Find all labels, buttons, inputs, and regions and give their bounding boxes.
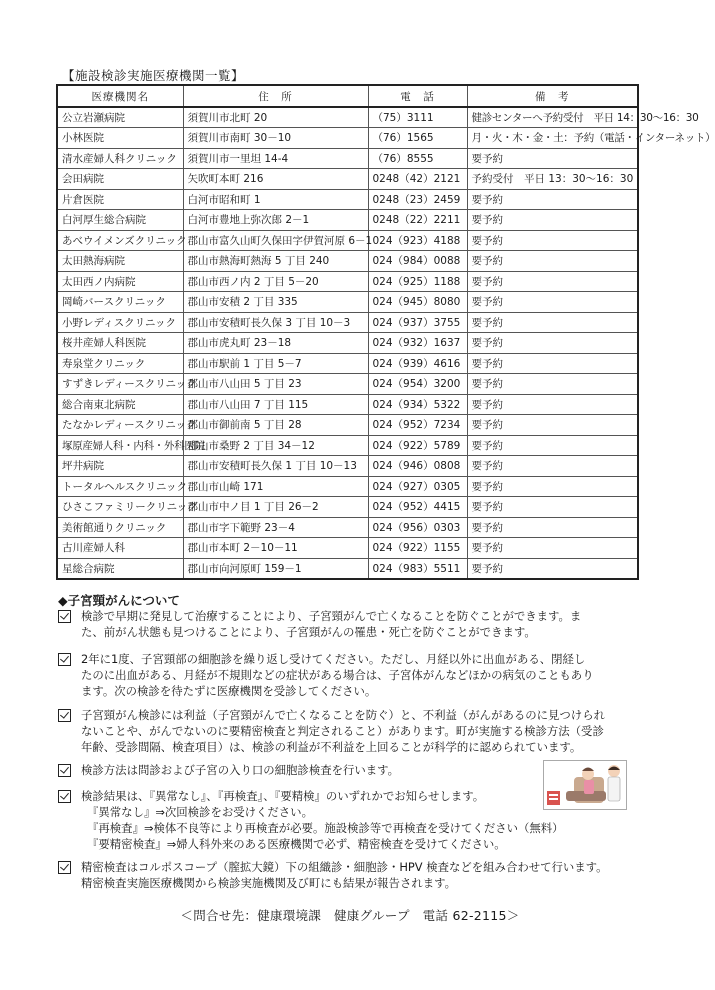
facility-name: 星総合病院 xyxy=(57,558,183,579)
facility-address: 郡山市安積 2 丁目 335 xyxy=(183,292,368,313)
item-line: 検診方法は問診および子宮の入り口の細胞診検査を行います。 xyxy=(81,763,400,777)
facility-name: ひさこファミリークリニック xyxy=(57,497,183,518)
facility-phone: 024（922）5789 xyxy=(368,435,467,456)
item-line: 子宮頸がん検診には利益（子宮頸がんで亡くなることを防ぐ）と、不利益（がんがあるのに見つけられ xyxy=(81,708,605,722)
facility-note: 月・火・木・金・土：予約（電話・インターネット） xyxy=(467,128,638,149)
facility-note: 要予約 xyxy=(467,292,638,313)
table-row xyxy=(57,497,638,518)
table-row xyxy=(57,374,638,395)
item-line: 2年に1度、子宮頸部の細胞診を繰り返し受けてください。ただし、月経以外に出血がある、閉経し xyxy=(81,652,586,666)
item-line: 検診で早期に発見して治療することにより、子宮頸がんで亡くなることを防ぐことができます。ま xyxy=(81,609,582,623)
facility-name: 小野レディスクリニック xyxy=(57,312,183,333)
facility-address: 須賀川市南町 30－10 xyxy=(183,128,368,149)
facility-note: 要予約 xyxy=(467,517,638,538)
checkbox-icon xyxy=(58,610,71,623)
table-row xyxy=(57,456,638,477)
info-item-3 xyxy=(58,707,648,755)
table-row xyxy=(57,107,638,128)
facility-phone: 0248（22）2211 xyxy=(368,210,467,231)
examination-icon xyxy=(544,761,628,811)
contact-info: ＜問合せ先：健康環境課 健康グループ 電話 62-2115＞ xyxy=(180,908,520,923)
table-header-row xyxy=(57,85,638,107)
info-item-6 xyxy=(58,859,648,891)
facility-phone: 024（954）3200 xyxy=(368,374,467,395)
item-line: 精密検査実施医療機関から検診実施機関及び町にも結果が報告されます。 xyxy=(81,876,456,890)
facility-note: 要予約 xyxy=(467,148,638,169)
info-item-1 xyxy=(58,608,648,640)
item-line: 検診結果は、『異常なし』、『再検査』、『要精検』のいずれかでお知らせします。 xyxy=(81,789,485,803)
facility-phone: （76）8555 xyxy=(368,148,467,169)
facility-name: 清水産婦人科クリニック xyxy=(57,148,183,169)
table-row xyxy=(57,169,638,190)
facility-address: 郡山市山崎 171 xyxy=(183,476,368,497)
table-row xyxy=(57,271,638,292)
header-name: 医療機関名 xyxy=(57,85,183,107)
facility-note: 要予約 xyxy=(467,353,638,374)
facility-phone: 024（956）0303 xyxy=(368,517,467,538)
facility-phone: （76）1565 xyxy=(368,128,467,149)
facility-address: 郡山市虎丸町 23－18 xyxy=(183,333,368,354)
facility-address: 郡山市八山田 7 丁目 115 xyxy=(183,394,368,415)
facility-note: 予約受付 平日 13：30～16：30 xyxy=(467,169,638,190)
header-phone: 電 話 xyxy=(368,85,467,107)
facility-address: 郡山市字下範野 23－4 xyxy=(183,517,368,538)
facility-address: 郡山市本町 2－10－11 xyxy=(183,538,368,559)
facility-name: 美術館通りクリニック xyxy=(57,517,183,538)
item-indent-line: 『再検査』⇒検体不良等により再検査が必要。施設検診等で再検査を受けてください（無料） xyxy=(87,821,564,835)
facility-phone: 024（923）4188 xyxy=(368,230,467,251)
checkbox-icon xyxy=(58,861,71,874)
table-row xyxy=(57,415,638,436)
table-row xyxy=(57,558,638,579)
facility-name: 坪井病院 xyxy=(57,456,183,477)
facility-address: 郡山市熱海町熱海 5 丁目 240 xyxy=(183,251,368,272)
facility-note: 要予約 xyxy=(467,558,638,579)
table-row xyxy=(57,230,638,251)
facility-phone: 024（952）7234 xyxy=(368,415,467,436)
facility-note: 要予約 xyxy=(467,476,638,497)
facility-address: 郡山市富久山町久保田字伊賀河原 6－1 xyxy=(183,230,368,251)
facility-address: 郡山市桑野 2 丁目 34－12 xyxy=(183,435,368,456)
item-indent-line: 『異常なし』⇒次回検診をお受けください。 xyxy=(87,805,313,819)
table-row xyxy=(57,538,638,559)
table-row xyxy=(57,189,638,210)
facility-address: 須賀川市一里坦 14-4 xyxy=(183,148,368,169)
facility-name: 会田病院 xyxy=(57,169,183,190)
table-row xyxy=(57,251,638,272)
checkbox-icon xyxy=(58,653,71,666)
facility-note: 要予約 xyxy=(467,333,638,354)
table-row xyxy=(57,292,638,313)
header-address: 住 所 xyxy=(183,85,368,107)
facility-address: 須賀川市北町 20 xyxy=(183,107,368,128)
table-row xyxy=(57,128,638,149)
facility-note: 要予約 xyxy=(467,374,638,395)
facility-phone: 024（927）0305 xyxy=(368,476,467,497)
facility-phone: 024（945）8080 xyxy=(368,292,467,313)
checkbox-icon xyxy=(58,790,71,803)
item-line: ます。次の検診を待たずに医療機関を受診してください。 xyxy=(81,684,377,698)
table-row xyxy=(57,476,638,497)
facility-address: 郡山市御前南 5 丁目 28 xyxy=(183,415,368,436)
facility-name: 小林医院 xyxy=(57,128,183,149)
table-row xyxy=(57,517,638,538)
table-row xyxy=(57,394,638,415)
facility-phone: 024（939）4616 xyxy=(368,353,467,374)
facility-note: 要予約 xyxy=(467,271,638,292)
facility-note: 要予約 xyxy=(467,456,638,477)
facility-name: たなかレディースクリニック xyxy=(57,415,183,436)
facility-phone: 024（937）3755 xyxy=(368,312,467,333)
doctor-patient-illustration xyxy=(543,760,627,810)
facility-name: 塚原産婦人科・内科・外科医院 xyxy=(57,435,183,456)
item-line: 年齢、受診間隔、検査項目）は、検診の利益が不利益を上回ることが科学的に認められています。 xyxy=(81,740,582,754)
facility-name: トータルヘルスクリニック xyxy=(57,476,183,497)
item-line: た、前がん状態も見つけることにより、子宮頸がんの罹患・死亡を防ぐことができます。 xyxy=(81,625,536,639)
info-item-2 xyxy=(58,651,648,699)
checkbox-icon xyxy=(58,764,71,777)
facility-address: 郡山市安積町長久保 3 丁目 10－3 xyxy=(183,312,368,333)
facility-name: 古川産婦人科 xyxy=(57,538,183,559)
table-row xyxy=(57,148,638,169)
facility-name: 白河厚生総合病院 xyxy=(57,210,183,231)
facility-table xyxy=(56,84,715,580)
facility-name: すずきレディースクリニック xyxy=(57,374,183,395)
section-title: 【施設検診実施医療機関一覧】 xyxy=(62,68,245,83)
item-indent-line: 『要精密検査』⇒婦人科外来のある医療機関で必ず、精密検査を受けてください。 xyxy=(87,837,506,851)
facility-name: 太田西ノ内病院 xyxy=(57,271,183,292)
header-note: 備 考 xyxy=(467,85,638,107)
facility-name: あべウイメンズクリニック xyxy=(57,230,183,251)
facility-note: 要予約 xyxy=(467,230,638,251)
facility-address: 郡山市中ノ目 1 丁目 26－2 xyxy=(183,497,368,518)
facility-note: 要予約 xyxy=(467,251,638,272)
facility-address: 矢吹町本町 216 xyxy=(183,169,368,190)
facility-note: 要予約 xyxy=(467,415,638,436)
checkbox-icon xyxy=(58,709,71,722)
facility-phone: 024（946）0808 xyxy=(368,456,467,477)
table-row xyxy=(57,312,638,333)
facility-note: 要予約 xyxy=(467,394,638,415)
facility-note: 要予約 xyxy=(467,210,638,231)
facility-address: 郡山市西ノ内 2 丁目 5－20 xyxy=(183,271,368,292)
facility-name: 片倉医院 xyxy=(57,189,183,210)
facility-note: 要予約 xyxy=(467,497,638,518)
table-body xyxy=(57,107,715,579)
facility-phone: 024（984）0088 xyxy=(368,251,467,272)
facility-note: 要予約 xyxy=(467,312,638,333)
table-row xyxy=(57,333,638,354)
facility-phone: 024（932）1637 xyxy=(368,333,467,354)
facility-phone: 024（934）5322 xyxy=(368,394,467,415)
facility-phone: 024（983）5511 xyxy=(368,558,467,579)
facility-address: 白河市昭和町 1 xyxy=(183,189,368,210)
cervical-heading: ◆子宮頸がんについて xyxy=(58,593,180,608)
item-line: ないことや、がんでないのに要精密検査と判定されること）があります。町が実施する検診方法（受診 xyxy=(81,724,604,738)
facility-phone: 024（952）4415 xyxy=(368,497,467,518)
item-line: たのに出血がある、月経が不規則などの症状がある場合は、子宮体がんなどほかの病気のこともあり xyxy=(81,668,594,682)
facility-note: 要予約 xyxy=(467,538,638,559)
facility-name: 公立岩瀬病院 xyxy=(57,107,183,128)
table-row xyxy=(57,210,638,231)
table-row xyxy=(57,435,638,456)
facility-address: 郡山市安積町長久保 1 丁目 10－13 xyxy=(183,456,368,477)
facility-name: 桜井産婦人科医院 xyxy=(57,333,183,354)
facility-address: 郡山市八山田 5 丁目 23 xyxy=(183,374,368,395)
facility-note: 要予約 xyxy=(467,435,638,456)
facility-name: 寿泉堂クリニック xyxy=(57,353,183,374)
facility-name: 総合南東北病院 xyxy=(57,394,183,415)
facility-phone: （75）3111 xyxy=(368,107,467,128)
facility-address: 郡山市駅前 1 丁目 5－7 xyxy=(183,353,368,374)
item-line: 精密検査はコルポスコープ（膣拡大鏡）下の組織診・細胞診・HPV 検査などを組み合わせて行います。 xyxy=(81,860,608,874)
facility-note: 健診センターへ予約受付 平日 14：30～16：30 xyxy=(467,107,638,128)
facility-note: 要予約 xyxy=(467,189,638,210)
facility-phone: 024（925）1188 xyxy=(368,271,467,292)
facility-address: 白河市豊地上弥次郎 2－1 xyxy=(183,210,368,231)
facility-name: 太田熱海病院 xyxy=(57,251,183,272)
facility-phone: 0248（42）2121 xyxy=(368,169,467,190)
facility-phone: 024（922）1155 xyxy=(368,538,467,559)
facility-phone: 0248（23）2459 xyxy=(368,189,467,210)
facility-address: 郡山市向河原町 159－1 xyxy=(183,558,368,579)
facility-name: 岡崎バースクリニック xyxy=(57,292,183,313)
table-row xyxy=(57,353,638,374)
